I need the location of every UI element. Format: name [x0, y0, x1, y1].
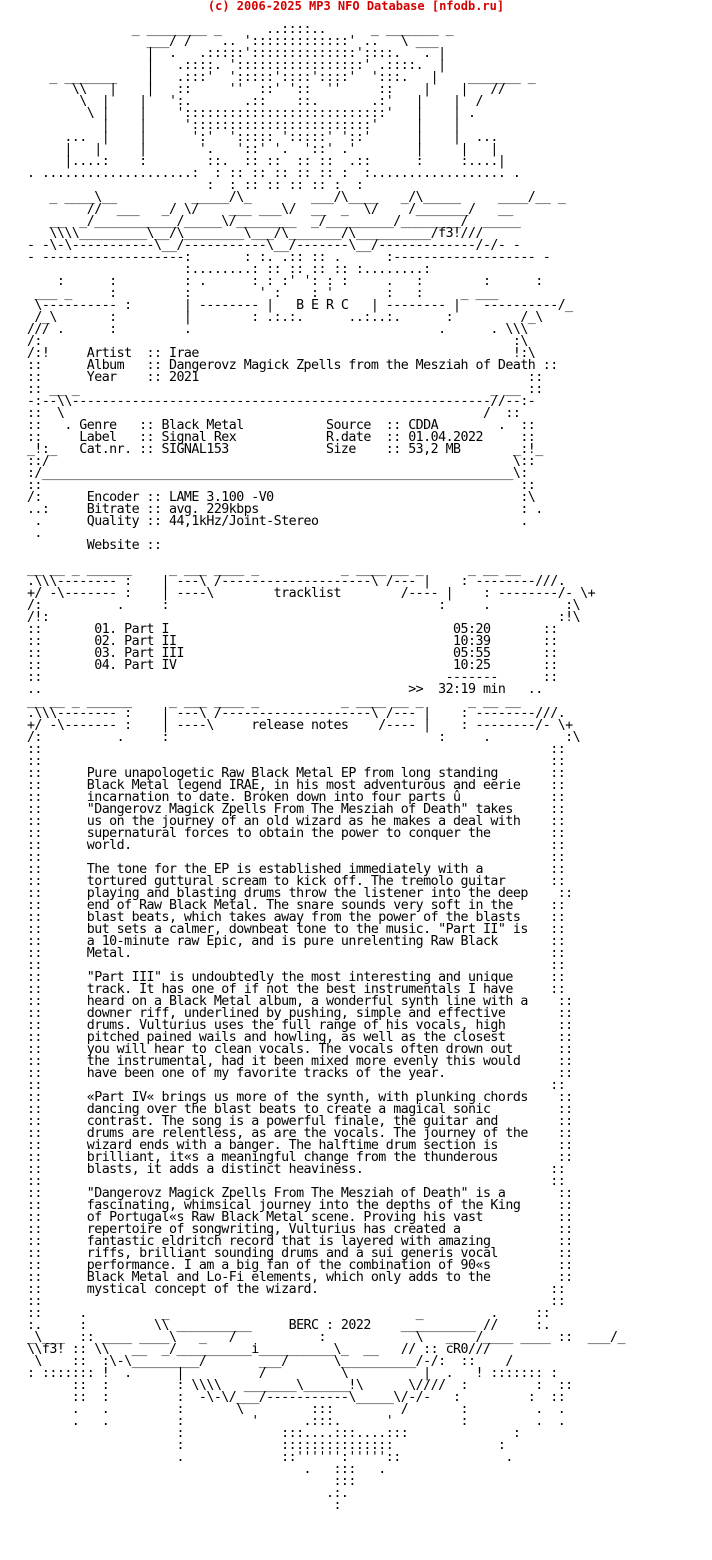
nfo-line: :: fascinating, whimsical journey into the depths of the King :: [12, 1198, 573, 1213]
nfo-line: ..: Bitrate :: avg. 229kbps : . [12, 502, 543, 517]
nfo-line: : ::::::::::::::: : [12, 1438, 506, 1453]
nfo-line: :: but sets a calmer, downbeat tone to the music. "Part II" is :: [12, 922, 566, 937]
nfo-line: - -------------------: : :. .:: :: . :------------------- - [12, 250, 551, 265]
nfo-line: :: mystical concept of the wizard. :: [12, 1282, 566, 1297]
nfo-line: ... | | ':' '::::: ':::::' '::' | | ... [12, 130, 498, 145]
nfo-line: . . : \ ::: / : . . [12, 1402, 566, 1417]
nfo-line: /: . : : . :\ [12, 598, 581, 613]
nfo-line: :: 01. Part I 05:20 :: [12, 622, 558, 637]
nfo-line: :: . Genre :: Black Metal Source :: CDDA . :: [12, 418, 536, 433]
nfo-line: :: \ / :: [12, 406, 521, 421]
nfo-line: : : :: :: :: :: : : [12, 178, 364, 193]
nfo-line: __ __ _ ______ _ ___ ____ _ _ ____ __ _ _ __ __ [12, 694, 521, 709]
nfo-line: __ __ _ ______ _ ___ ____ _ _ ____ __ _ _ __ __ [12, 562, 521, 577]
nfo-line: :: Black Metal and Lo-Fi elements, which only adds to the :: [12, 1270, 573, 1285]
nfo-line: /_\ : | : .:.:. ..:..:. : /_\ [12, 310, 543, 325]
nfo-line: :: :: [12, 850, 566, 865]
nfo-line: :: Metal. :: [12, 946, 566, 961]
nfo-line: :: :: [12, 1078, 566, 1093]
nfo-line: +/ -\------- : | ----\ tracklist /---- | : --------/- \+ [12, 586, 596, 601]
nfo-line: :: wizard ends with a banger. The halftime drum section is :: [12, 1138, 573, 1153]
nfo-line: . [12, 526, 42, 541]
nfo-line: /:! Artist :: Irae !:\ [12, 346, 536, 361]
nfo-line: : :::....:::....::: : [12, 1426, 521, 1441]
nfo-line: .\\\-------- : | ---\ /--------------------\ /--- | : --------///. [12, 574, 566, 589]
nfo-line: :: downer riff, underlined by pushing, simple and effective :: [12, 1006, 573, 1021]
nfo-line: :: blast beats, which takes away from the power of the blasts :: [12, 910, 566, 925]
nfo-line: :: you will hear to clean vocals. The vocals often drown out :: [12, 1042, 573, 1057]
nfo-line: :: "Part III" is undoubtedly the most interesting and unique :: [12, 970, 566, 985]
nfo-line: :: playing and blasting drums throw the listener into the deep :: [12, 886, 573, 901]
nfo-line: /// . : . . . \\\ [12, 322, 528, 337]
nfo-line: :: repertoire of songwriting, Vulturius has created a :: [12, 1222, 573, 1237]
nfo-line: /: . : : . :\ [12, 730, 581, 745]
nfo-line: :: world. :: [12, 838, 566, 853]
nfo-line: :: :: [12, 742, 566, 757]
nfo-line: :: contrast. The song is a powerful finale, the guitar and :: [12, 1114, 573, 1129]
nfo-line: : : : . : : :' ': : : . : : : [12, 274, 543, 289]
nfo-line: .\\\-------- : | ---\ /--------------------\ /--- | : --------///. [12, 706, 566, 721]
nfo-line: :: riffs, brilliant sounding drums and a sui generis vocal :: [12, 1246, 573, 1261]
nfo-line: :: 04. Part IV 10:25 :: [12, 658, 558, 673]
nfo-line: :: :: [12, 958, 566, 973]
nfo-line: :: "Dangerovz Magick Zpells From The Mesziah of Death" takes :: [12, 802, 566, 817]
nfo-line: +/ -\------- : | ----\ release notes /---- | : --------/- \+ [12, 718, 573, 733]
nfo-line: :: blasts, it adds a distinct heaviness. :: [12, 1162, 566, 1177]
nfo-line: :: drums are relentless, as are the vocals. The journey of the :: [12, 1126, 573, 1141]
nfo-line: :: a 10-minute raw Epic, and is pure unrelenting Raw Black :: [12, 934, 566, 949]
nfo-line: :: Pure unapologetic Raw Black Metal EP from long standing :: [12, 766, 566, 781]
nfo-line: :: heard on a Black Metal album, a wonderful synth line with a :: [12, 994, 573, 1009]
nfo-line: :: dancing over the blast beats to create a magical sonic :: [12, 1102, 573, 1117]
nfo-line: :: Black Metal legend IRAE, in his most adventurous and eerie :: [12, 778, 566, 793]
nfo-line: : [12, 1498, 341, 1513]
nfo-line: . Quality :: 44,1kHz/Joint-Stereo . [12, 514, 528, 529]
nfo-line: :: have been one of my favorite tracks of the year. :: [12, 1066, 573, 1081]
nfo-line: :: supernatural forces to obtain the power to conquer the :: [12, 826, 566, 841]
nfo-line: : ::::::: ! . | / \ | . ! ::::::: : [12, 1366, 558, 1381]
nfo-line: Website :: [12, 538, 162, 553]
nfo-line: | .::::. ':::::::::::::::::' .::::. | [12, 58, 446, 73]
nfo-line: | | '::::::::::::::::::::::::' | | [12, 118, 461, 133]
nfo-line: __ _/___________/_____\/________ _/_________/________/ _____ [12, 214, 521, 229]
nfo-line: -:--\\--------------------------------------------------------//--:- [12, 394, 536, 409]
nfo-line: - -\-\-----------\__/-----------\__/-------\__/-------------/-/- - [12, 238, 521, 253]
nfo-line: :: end of Raw Black Metal. The snare sounds very soft in the :: [12, 898, 566, 913]
nfo-line: ___ _ : : ' : : ' : : _ ___ [12, 286, 498, 301]
nfo-line: \ :: :\-\_________/ ___/ \__________/-/: :: / [12, 1354, 513, 1369]
nfo-line: \\f3! :: \\ __ _/__________i__________\_ __ // :: cR0/// [12, 1342, 491, 1357]
nfo-line: :: of Portugal«s Raw Black Metal scene. Proving his vast :: [12, 1210, 573, 1225]
nfo-line: /: Encoder :: LAME 3.100 -V0 :\ [12, 490, 536, 505]
nfo-line: \ | | ':::::::::::::::::::::::::::' | | . [12, 106, 476, 121]
nfo-line: // ___ _/ \/ ___ ___\/ __ _ \/ /_______/ __ [12, 202, 513, 217]
nfo-line: :: pitched pained wails and howling, as well as the closest :: [12, 1030, 573, 1045]
nfo-line: :: : : \\\\ _______\______!\ \//// : : :: [12, 1378, 573, 1393]
nfo-line: /: :\ [12, 334, 528, 349]
nfo-line: | | | '. '::' '. '::' .' | | | [12, 142, 498, 157]
nfo-line: :: «Part IV« brings us more of the synth, with plunking chords :: [12, 1090, 573, 1105]
nfo-line: \---------- : | -------- | B E R C | -------- | ----------/_ [12, 298, 573, 313]
nfo-line: :: The tone for the EP is established immediately with a :: [12, 862, 566, 877]
nfo-line: :: incarnation to date. Broken down into four parts û :: [12, 790, 566, 805]
nfo-line: :........: :: :: :: :: :........: [12, 262, 431, 277]
nfo-line: :: ------- :: [12, 670, 558, 685]
nfo-line: :: tortured guttural scream to kick off. The tremolo guitar :: [12, 874, 566, 889]
nfo-line: .:. [12, 1486, 349, 1501]
nfo-line: :/_______________________________________________________________\: [12, 466, 528, 481]
nfo-line: :: :: [12, 1294, 566, 1309]
nfo-line: _ ____\__ _____/\_ ___/\____ _/\_____ ____/__ _ [12, 190, 566, 205]
nfo-line: |....: : ::. :: :: :: :: .:: : :....| [12, 154, 506, 169]
nfo-line: _ _______ | .:::' ':::::'::::'::::' ':::. | _______ _ [12, 70, 536, 85]
nfo-line: :: "Dangerovz Magick Zpells From The Mesziah of Death" is a :: [12, 1186, 573, 1201]
nfo-line: :: Album :: Dangerovz Magick Zpells from the Mesziah of Death :: [12, 358, 558, 373]
nfo-line: :: :: [12, 478, 536, 493]
nfo-line: . ::: . [12, 1462, 386, 1477]
nfo-line: :: performance. I am a big fan of the combination of 90«s :: [12, 1258, 573, 1273]
copyright-header: (c) 2006-2025 MP3 NFO Database [nfodb.ru] [207, 0, 505, 13]
nfo-line: . ::'''''':''''':: . [12, 1450, 513, 1465]
nfo-line: :: drums. Vulturius uses the full range of his vocals, high :: [12, 1018, 573, 1033]
nfo-line: ___/ / .. ':::::::::::::' .. \ ___ [12, 34, 439, 49]
nfo-line: :: :: [12, 754, 566, 769]
nfo-ascii-art [12, 12, 625, 1512]
nfo-line: ::/ \:: [12, 454, 536, 469]
nfo-line: :: 03. Part III 05:55 :: [12, 646, 558, 661]
nfo-line: :: : : -\-\/___/-----------\_____\/-/- : : :: [12, 1390, 566, 1405]
nfo-line: :: the instrumental, had it been mixed more evenly this would :: [12, 1054, 573, 1069]
nfo-line: \\ | | :: '' ::' ':: '' :: | | // [12, 82, 506, 97]
nfo-line: :: track. It has one of if not the best instrumentals I have :: [12, 982, 566, 997]
nfo-line: \ | | ':. .:: ::. .:' | | / [12, 94, 483, 109]
nfo-line: . . : ' .:::. ' : . . [12, 1414, 566, 1429]
nfo-line: | . .:::::'::::::::::::::'::::. . | [12, 46, 446, 61]
nfo-line: :: 02. Part II 10:39 :: [12, 634, 558, 649]
nfo-line: :: Label :: Signal Rex R.date :: 01.04.2022 :: [12, 430, 536, 445]
nfo-line: :: us on the journey of an old wizard as he makes a deal with :: [12, 814, 566, 829]
nfo-line: _!:_ Cat.nr. :: SIGNAL153 Size :: 53,2 MB _:!_ [12, 442, 543, 457]
nfo-line: :: Year :: 2021 :: [12, 370, 543, 385]
nfo-line: :: . _ _ . :: [12, 1306, 551, 1321]
nfo-line: \\\\_________\__/\________\___/\_______/\__________/f3!/// [12, 226, 483, 241]
nfo-line: :. : \\ __________ BERC : 2022 __________ // :. [12, 1318, 551, 1333]
nfo-line: :: :: [12, 1174, 566, 1189]
nfo-line: :: brilliant, it«s a meaningful change from the thunderous :: [12, 1150, 573, 1165]
nfo-line: . ....................: : :: :: :: :: :: : :.................. . [12, 166, 521, 181]
nfo-line: /!: :!\ [12, 610, 581, 625]
nfo-line: :: fantastic eldritch record that is layered with amazing :: [12, 1234, 573, 1249]
nfo-line: .. >> 32:19 min .. [12, 682, 543, 697]
nfo-line: _ ________ _ ..::::.. _ _______ _ [12, 22, 454, 37]
nfo-line: ::: [12, 1474, 356, 1489]
nfo-line: :: __ _ _ __ :: [12, 382, 543, 397]
nfo-line: _\___ :: ____ ____\ _ / : \ _ /____ ____ :: ___/_ [12, 1330, 625, 1345]
